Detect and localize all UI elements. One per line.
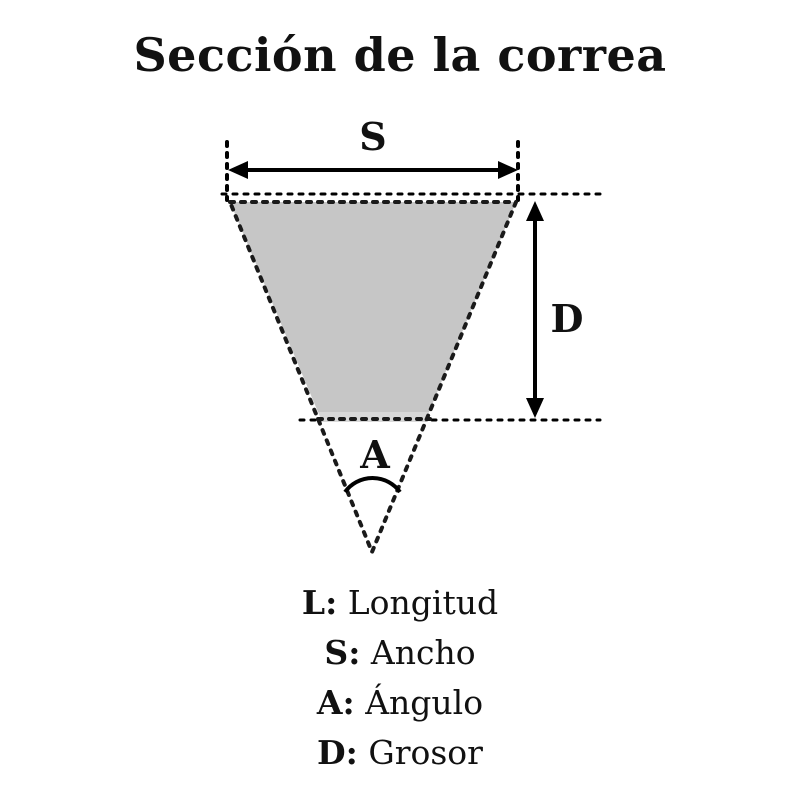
- legend-key: S:: [324, 633, 361, 672]
- legend-key: A:: [316, 683, 355, 722]
- legend-value: Longitud: [347, 583, 499, 622]
- angle-arc: [345, 478, 400, 492]
- width-dimension-arrow: [228, 161, 518, 179]
- page-title: Sección de la correa: [133, 28, 667, 82]
- width-label: S: [359, 114, 387, 159]
- legend-key: D:: [317, 733, 358, 772]
- legend-item: [0, 678, 800, 728]
- legend-key: L:: [301, 583, 338, 622]
- legend-item: [0, 578, 800, 628]
- legend-value: Ancho: [370, 633, 476, 672]
- thickness-label: D: [550, 296, 584, 341]
- legend-value: Grosor: [368, 733, 483, 772]
- legend-item: [0, 728, 800, 778]
- legend: [0, 578, 800, 778]
- legend-item: [0, 628, 800, 678]
- thickness-dimension-arrow: [526, 201, 544, 418]
- angle-label: A: [360, 432, 390, 477]
- legend-value: Ángulo: [365, 683, 484, 722]
